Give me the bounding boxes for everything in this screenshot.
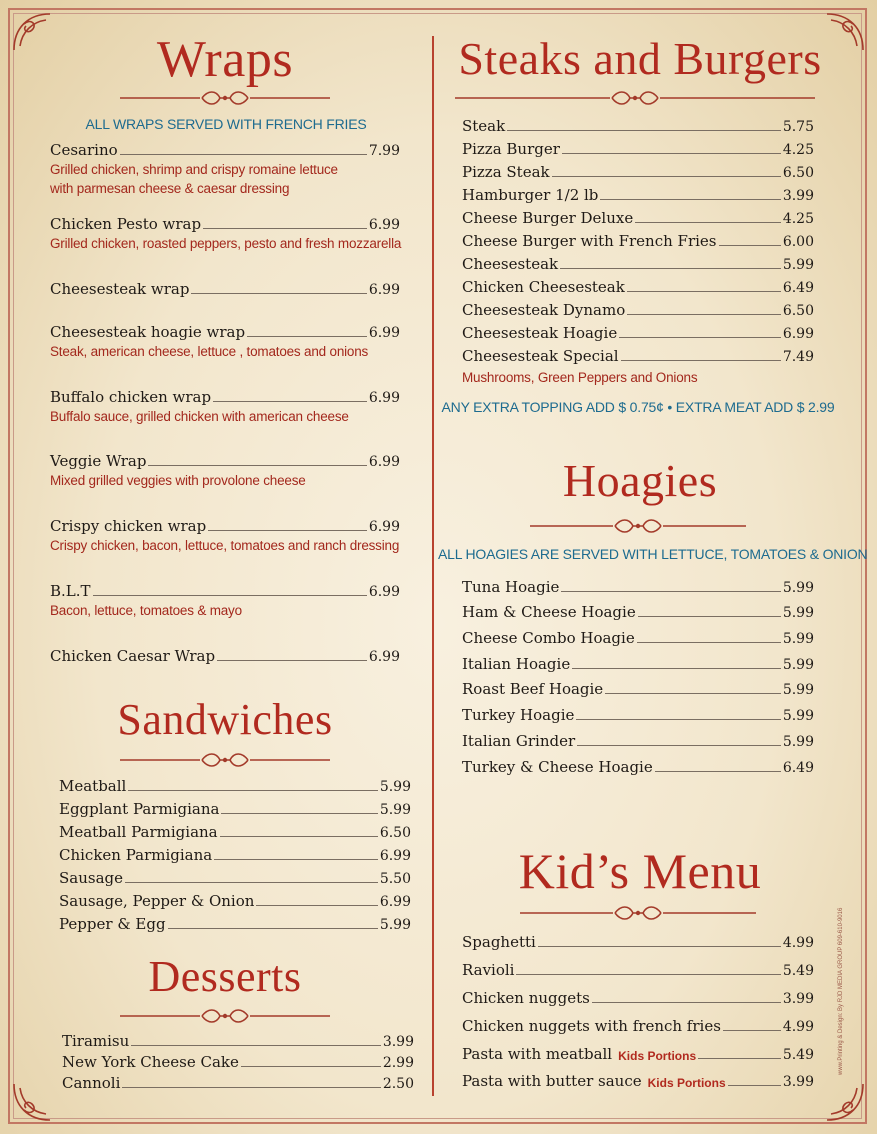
- menu-item: Cannoli 2.50: [62, 1074, 414, 1092]
- sandwiches-title: Sandwiches: [117, 695, 333, 744]
- item-description: Grilled chicken, roasted peppers, pesto and fresh mozzarella: [50, 236, 402, 251]
- menu-item: Turkey & Cheese Hoagie 6.49: [462, 758, 814, 776]
- menu-item: Cheese Burger with French Fries 6.00: [462, 232, 814, 250]
- hoagies-title: Hoagies: [562, 455, 718, 506]
- scroll-ornament-icon: [455, 88, 815, 108]
- menu-item: Sausage, Pepper & Onion 6.99: [59, 892, 411, 910]
- menu-item: Cheesesteak Dynamo 6.50: [462, 301, 814, 319]
- menu-item: Pizza Burger 4.25: [462, 140, 814, 158]
- menu-item: Cesarino 7.99: [50, 141, 400, 159]
- scroll-ornament-icon: [520, 903, 756, 923]
- menu-item: Italian Hoagie 5.99: [462, 655, 814, 673]
- scroll-ornament-icon: [120, 750, 330, 770]
- menu-item: Chicken Caesar Wrap 6.99: [50, 647, 400, 665]
- menu-item: Cheese Burger Deluxe 4.25: [462, 209, 814, 227]
- menu-item: Cheesesteak 5.99: [462, 255, 814, 273]
- scroll-ornament-icon: [530, 516, 746, 536]
- menu-item: Steak 5.75: [462, 117, 814, 135]
- steaks-title: Steaks and Burgers: [458, 33, 822, 84]
- column-divider: [432, 36, 434, 1096]
- hoagies-note: ALL HOAGIES ARE SERVED WITH LETTUCE, TOMATOES & ONION: [438, 546, 868, 562]
- item-description: with parmesan cheese & caesar dressing: [50, 181, 290, 196]
- menu-item: Chicken nuggets 3.99: [462, 989, 814, 1007]
- menu-item: Pepper & Egg 5.99: [59, 915, 411, 933]
- menu-item: Cheesesteak wrap 6.99: [50, 280, 400, 298]
- menu-item: B.L.T 6.99: [50, 582, 400, 600]
- menu-item: Ravioli 5.49: [462, 961, 814, 979]
- menu-item: Chicken Cheesesteak 6.49: [462, 278, 814, 296]
- menu-item: Tuna Hoagie 5.99: [462, 578, 814, 596]
- wraps-note: ALL WRAPS SERVED WITH FRENCH FRIES: [85, 116, 367, 132]
- menu-item: Pizza Steak 6.50: [462, 163, 814, 181]
- menu-item: Chicken nuggets with french fries 4.99: [462, 1017, 814, 1035]
- menu-item: Chicken Pesto wrap 6.99: [50, 215, 400, 233]
- wraps-title: Wraps: [156, 31, 294, 88]
- menu-item: Cheesesteak hoagie wrap 6.99: [50, 323, 400, 341]
- item-description: Steak, american cheese, lettuce , tomatoes and onions: [50, 344, 369, 359]
- scroll-ornament-icon: [120, 1006, 330, 1026]
- menu-item: Turkey Hoagie 5.99: [462, 706, 814, 724]
- kids-title: Kid’s Menu: [518, 843, 762, 899]
- menu-item: Meatball Parmigiana 6.50: [59, 823, 411, 841]
- menu-item: Italian Grinder 5.99: [462, 732, 814, 750]
- kids-portions-label: Kids Portions: [618, 1049, 697, 1063]
- menu-item: Tiramisu 3.99: [62, 1032, 414, 1050]
- scroll-ornament-icon: [120, 88, 330, 108]
- item-description: Mixed grilled veggies with provolone cheese: [50, 473, 306, 488]
- item-description: Crispy chicken, bacon, lettuce, tomatoes and ranch dressing: [50, 538, 400, 553]
- menu-item: Hamburger 1/2 lb 3.99: [462, 186, 814, 204]
- desserts-title: Desserts: [148, 952, 302, 1001]
- corner-flourish-icon: [10, 1080, 54, 1124]
- menu-item: Roast Beef Hoagie 5.99: [462, 680, 814, 698]
- menu-item: Veggie Wrap 6.99: [50, 452, 400, 470]
- menu-item: Cheesesteak Special 7.49: [462, 347, 814, 365]
- item-description: Grilled chicken, shrimp and crispy romaine lettuce: [50, 162, 338, 177]
- item-description: Bacon, lettuce, tomatoes & mayo: [50, 603, 242, 618]
- menu-item: New York Cheese Cake 2.99: [62, 1053, 414, 1071]
- menu-item: Chicken Parmigiana 6.99: [59, 846, 411, 864]
- kids-portions-label: Kids Portions: [647, 1076, 726, 1090]
- menu-item: Pasta with butter sauce Kids Portions 3.99: [462, 1072, 814, 1090]
- menu-item: Buffalo chicken wrap 6.99: [50, 388, 400, 406]
- menu-item: Cheese Combo Hoagie 5.99: [462, 629, 814, 647]
- menu-item: Ham & Cheese Hoagie 5.99: [462, 603, 814, 621]
- steaks-extra-note: ANY EXTRA TOPPING ADD $ 0.75¢ • EXTRA MEAT ADD $ 2.99: [441, 399, 835, 415]
- item-description: Buffalo sauce, grilled chicken with american cheese: [50, 409, 349, 424]
- menu-item: Spaghetti 4.99: [462, 933, 814, 951]
- menu-item: Cheesesteak Hoagie 6.99: [462, 324, 814, 342]
- menu-item: Meatball 5.99: [59, 777, 411, 795]
- item-description: Mushrooms, Green Peppers and Onions: [462, 370, 698, 385]
- menu-item: Sausage 5.50: [59, 869, 411, 887]
- menu-item: Pasta with meatball Kids Portions 5.49: [462, 1045, 814, 1063]
- corner-flourish-icon: [823, 1080, 867, 1124]
- menu-item: Eggplant Parmigiana 5.99: [59, 800, 411, 818]
- printer-credit: www.Printing & Design: By RJD MEDIA GROUP 609-610-9016: [838, 907, 844, 1075]
- menu-item: Crispy chicken wrap 6.99: [50, 517, 400, 535]
